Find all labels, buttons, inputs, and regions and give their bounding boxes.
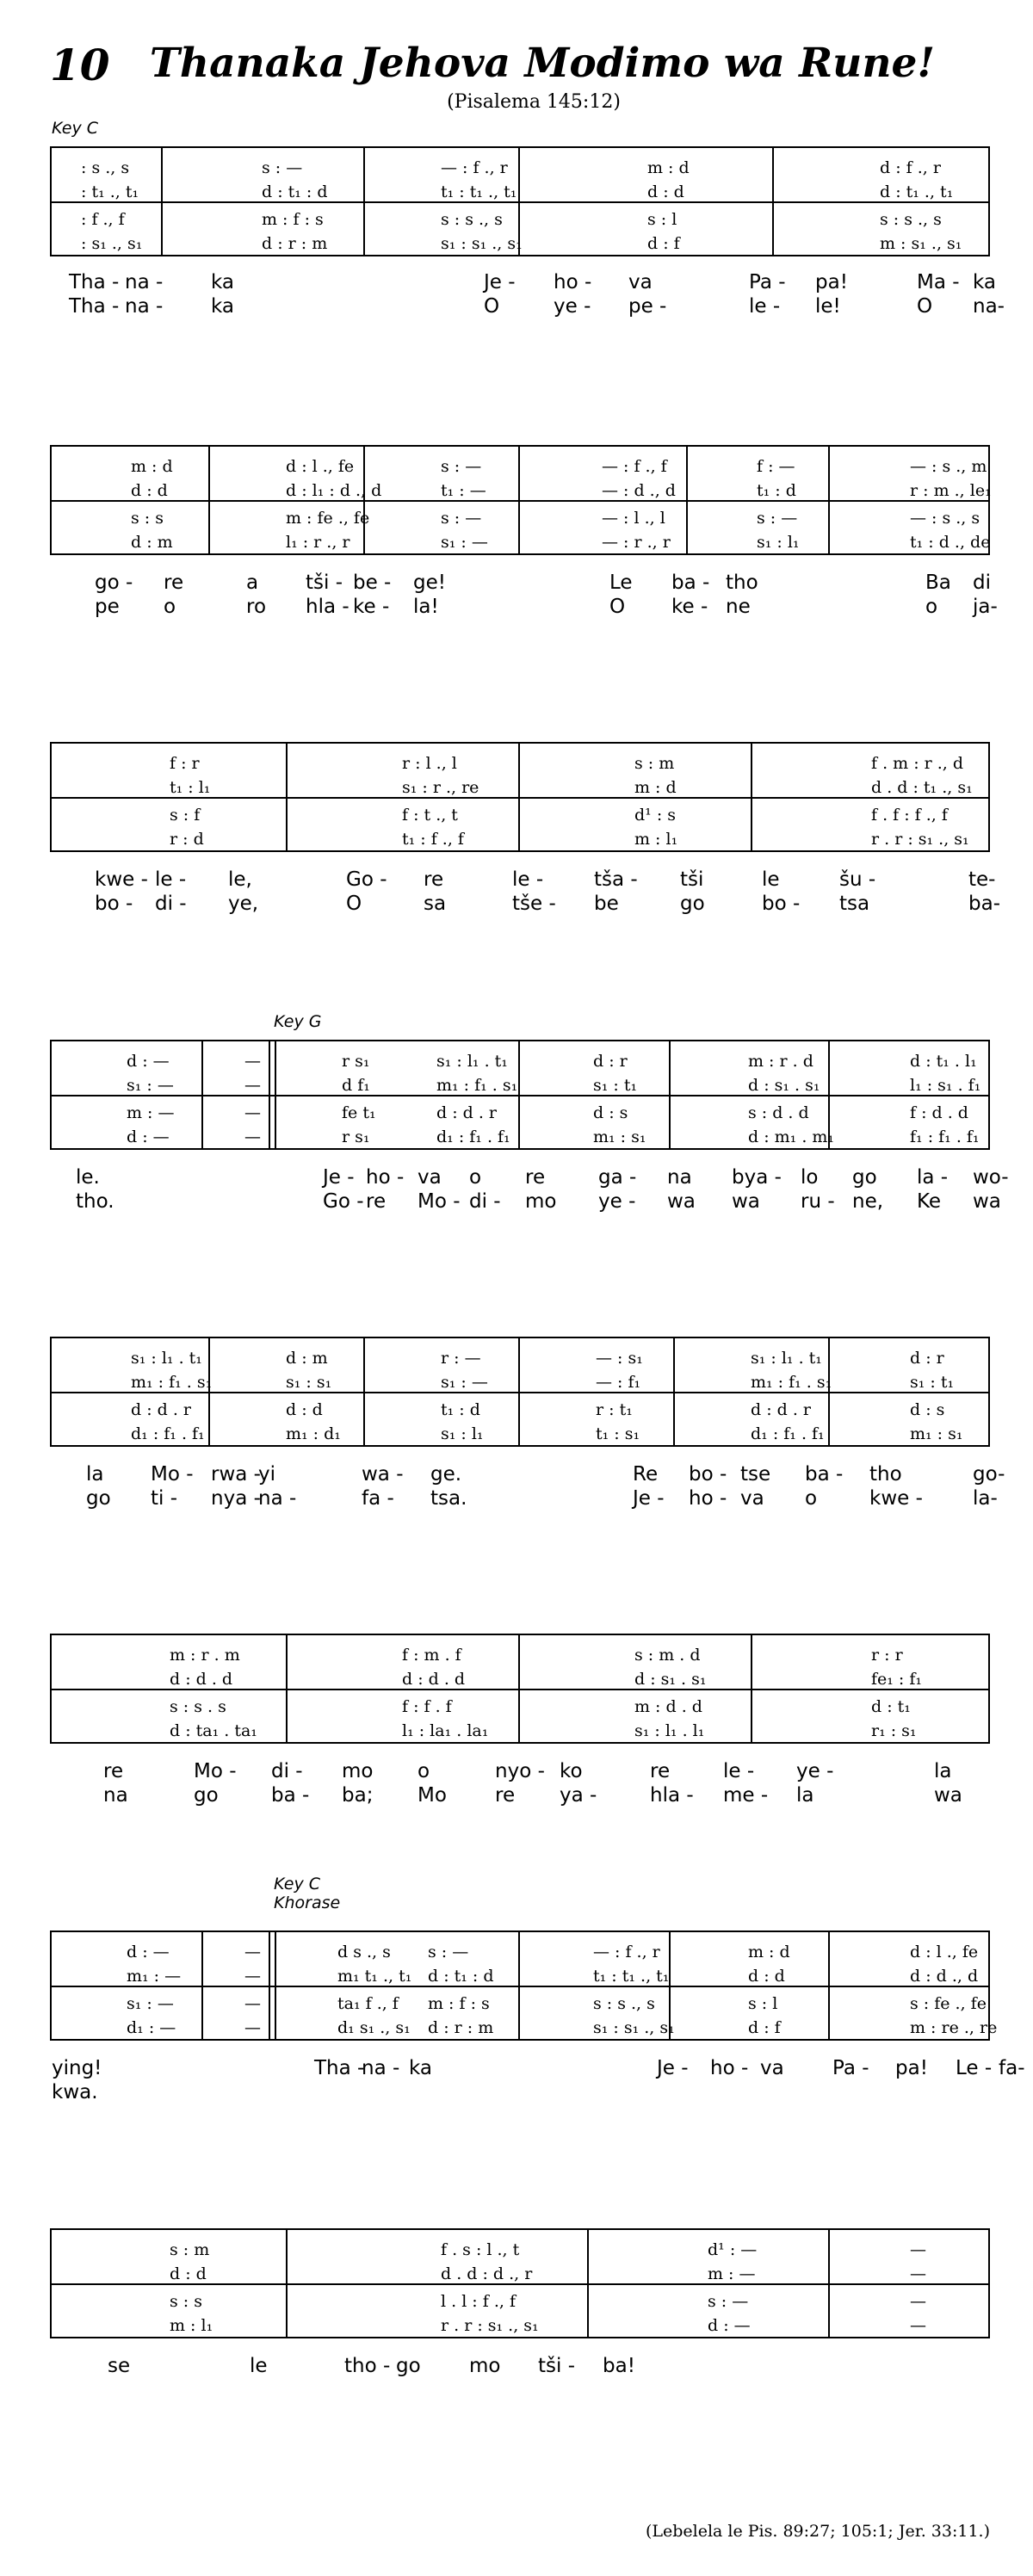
- bar-line: [286, 1635, 288, 1742]
- music-system: m : d d : l ., fe s : — — : f ., f f : — — : s ., m d : d d : l₁ : d ., d t₁ : — — : d ., d t₁ : d r : m ., le₁ s : s m : fe ., fe s : — — : l ., l s : — — : s ., s d : m l₁ : r ., r s₁ : — — : r ., r s₁ : l₁ t₁ : d ., de: [50, 445, 990, 555]
- key-label: Khorase: [274, 1893, 341, 1912]
- bar-line: [751, 744, 752, 850]
- bar-line: [669, 1041, 671, 1148]
- bar-line: [518, 744, 520, 850]
- staff-divider: [52, 797, 988, 799]
- music-system: : s ., s s : — — : f ., r m : d d : f ., r : t₁ ., t₁ d : t₁ : d t₁ : t₁ ., t₁ d : d d : t₁ ., t₁ : f ., f m : f : s s : s ., s s : l s : s ., s : s₁ ., s₁ d : r : m s₁ : s₁ ., s₁ d : f m : s₁ ., s₁: [50, 146, 990, 256]
- staff-divider: [52, 201, 988, 203]
- key-signature: [274, 1875, 340, 1912]
- bar-line: [208, 447, 210, 553]
- music-system: f : r r : l ., l s : m f . m : r ., d t₁ : l₁ s₁ : r ., re m : d d . d : t₁ ., s₁ s : f f : t ., t d¹ : s f . f : f ., f r : d t₁ : f ., f m : l₁ r . r : s₁ ., s₁: [50, 742, 990, 852]
- staff-divider: [52, 1689, 988, 1690]
- bar-line: [518, 447, 520, 553]
- song-title: Thanaka Jehova Modimo wa Rune!: [149, 40, 936, 87]
- bar-line: [201, 1041, 203, 1148]
- bar-line: [275, 1041, 276, 1148]
- music-system: s : m f . s : l ., t d¹ : — — d : d d . d : d ., r m : — — s : s l . l : f ., f s : — — m : l₁ r . r : s₁ ., s₁ d : — —: [50, 2228, 990, 2338]
- bar-line: [275, 1932, 276, 2039]
- bar-line: [363, 1338, 365, 1445]
- key-label: Key G: [274, 1012, 322, 1031]
- bar-line: [201, 1932, 203, 2039]
- key-label: Key C: [52, 119, 99, 138]
- staff-divider: [52, 1392, 988, 1393]
- bar-line: [286, 2230, 288, 2337]
- bar-line: [518, 1338, 520, 1445]
- bar-line: [686, 447, 688, 553]
- bar-line: [208, 1338, 210, 1445]
- music-system: m : r . m f : m . f s : m . d r : r d : d . d d : d . d d : s₁ . s₁ fe₁ : f₁ s : s . s f : f . f m : d . d d : t₁ d : ta₁ . ta₁ l₁ : la₁ . la₁ s₁ : l₁ . l₁ r₁ : s₁: [50, 1634, 990, 1744]
- bar-line: [828, 2230, 830, 2337]
- bar-line: [828, 1932, 830, 2039]
- bar-line: [518, 1932, 520, 2039]
- staff-divider: [52, 1095, 988, 1096]
- bar-line: [587, 2230, 589, 2337]
- bar-line: [828, 1338, 830, 1445]
- music-system: d : — — r s₁ s₁ : l₁ . t₁ d : r m : r . d d : t₁ . l₁ s₁ : — — d f₁ m₁ : f₁ . s₁ s₁ : t₁ d : s₁ . s₁ l₁ : s₁ . f₁ m : — — fe t₁ d : d . r d : s s : d . d f : d . d d : — — r s₁ d₁ : f₁ . f₁ m₁ : s₁ d : m₁ . m₁ f₁ : f₁ . f₁: [50, 1040, 990, 1150]
- song-subtitle: (Pisalema 145:12): [447, 91, 621, 113]
- bar-line: [772, 148, 774, 255]
- bar-line: [269, 1932, 270, 2039]
- key-signature: [274, 1012, 321, 1031]
- music-system: d : — — d s ., s s : — — : f ., r m : d d : l ., fe m₁ : — — m₁ t₁ ., t₁ d : t₁ : d t₁ : t₁ ., t₁ d : d d : d ., d s₁ : — — ta₁ f ., f m : f : s s : s ., s s : l s : fe ., fe d₁ : — — d₁ s₁ ., s₁ d : r : m s₁ : s₁ ., s₁ d : f m : re ., re: [50, 1930, 990, 2041]
- bar-line: [269, 1041, 270, 1148]
- bar-line: [161, 148, 163, 255]
- staff-divider: [52, 2283, 988, 2285]
- bar-line: [828, 447, 830, 553]
- bar-line: [673, 1338, 675, 1445]
- bar-line: [518, 1041, 520, 1148]
- key-label: Key C: [274, 1875, 321, 1893]
- bar-line: [286, 744, 288, 850]
- bar-line: [363, 447, 365, 553]
- staff-divider: [52, 1986, 988, 1987]
- bar-line: [518, 1635, 520, 1742]
- key-signature: [52, 119, 98, 138]
- bar-line: [363, 148, 365, 255]
- staff-divider: [52, 500, 988, 502]
- footnote: (Lebelela le Pis. 89:27; 105:1; Jer. 33:11.): [645, 2522, 990, 2541]
- bar-line: [751, 1635, 752, 1742]
- song-number: 10: [50, 40, 110, 90]
- music-system: s₁ : l₁ . t₁ d : m r : — — : s₁ s₁ : l₁ . t₁ d : r m₁ : f₁ . s₁ s₁ : s₁ s₁ : — — : f₁ m₁ : f₁ . s₁ s₁ : t₁ d : d . r d : d t₁ : d r : t₁ d : d . r d : s d₁ : f₁ . f₁ m₁ : d₁ s₁ : l₁ t₁ : s₁ d₁ : f₁ . f₁ m₁ : s₁: [50, 1337, 990, 1447]
